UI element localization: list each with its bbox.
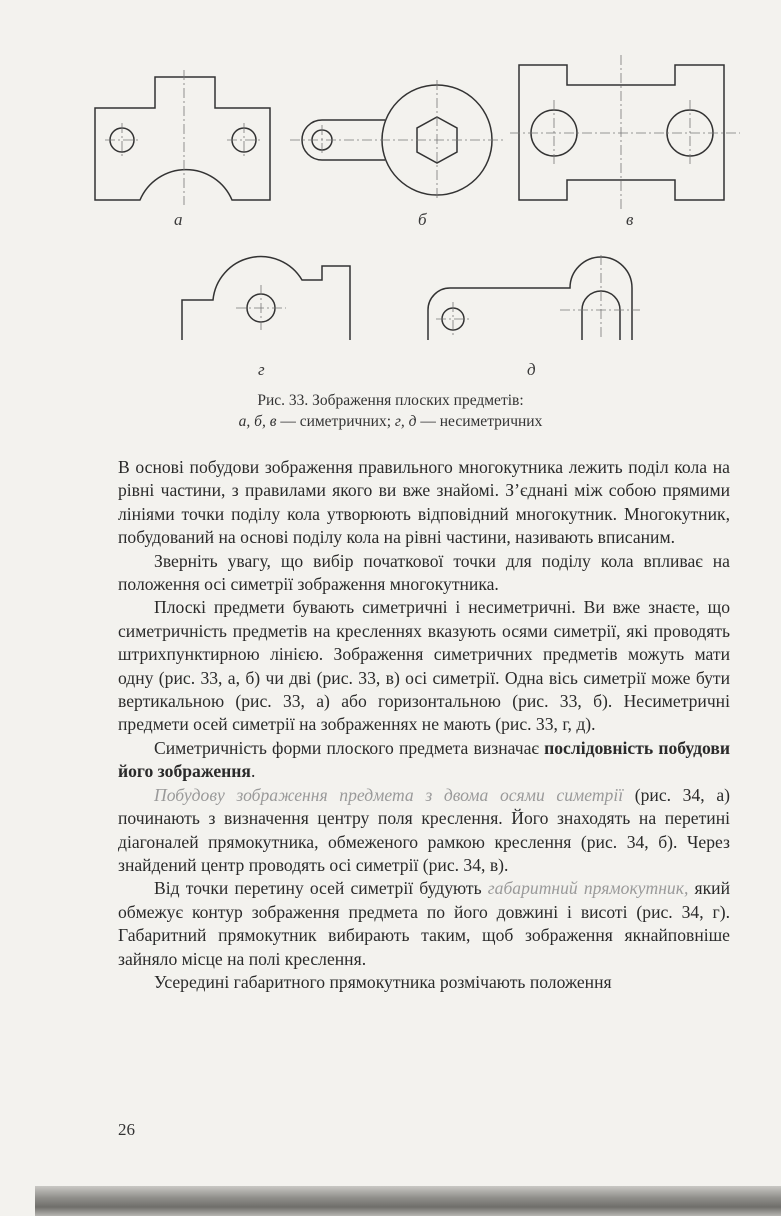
paragraph-4 bbox=[118, 737, 730, 784]
caption-italic-b: г, д bbox=[394, 413, 417, 430]
figure-label-g: г bbox=[258, 360, 265, 379]
paragraph-7: Усередині габаритного прямокутника розмічають положення bbox=[154, 971, 612, 992]
figure-v-drawing bbox=[510, 55, 740, 210]
p6-rest: який обмежує контур зображення предмета по його довжині і висоті (рис. 34, г). Габаритний прямокутник вибирають таким, щоб зображення якнайповніше зайняло місце на полі креслення. bbox=[118, 878, 730, 969]
paragraph-5 bbox=[118, 784, 730, 878]
figure-label-b: б bbox=[418, 210, 427, 229]
caption-end: — несиметричних bbox=[416, 413, 543, 430]
caption-mid: — симетричних; bbox=[276, 413, 395, 430]
figure-b-drawing bbox=[290, 80, 505, 200]
paragraph-2: Зверніть увагу, що вибір початкової точки для поділу кола впливає на положення осі симетрії зображення многокутника. bbox=[118, 550, 730, 595]
p6-start: Від точки перетину осей симетрії будують bbox=[154, 878, 488, 899]
page-number: 26 bbox=[118, 1120, 135, 1139]
figure-caption-line1: Рис. 33. Зображення плоских предметів: bbox=[257, 392, 524, 409]
figure-a-drawing bbox=[95, 70, 270, 205]
figure-label-a: а bbox=[174, 210, 183, 229]
figure-g-drawing bbox=[182, 257, 350, 340]
p5-rest: (рис. 34, а) починають з визначення центру поля креслення. Його знаходять на перетині діагоналей прямокутника, обмеженого рамкою креслення (рис. 34, б). Через знайдений центр проводять осі симетрії (рис. 34, в). bbox=[118, 784, 730, 875]
p4-start: Симетричність форми плоского предмета визначає bbox=[154, 737, 545, 758]
figure-label-d: д bbox=[527, 360, 536, 379]
body-text bbox=[118, 456, 730, 994]
figure-33-drawings bbox=[0, 0, 781, 340]
figure-d-drawing bbox=[428, 255, 640, 340]
paragraph-3: Плоскі предмети бувають симетричні і несиметричні. Ви вже знаєте, що симетричність предметів на кресленнях вказують осями симетрії, які проводять штрихпунктирною лінією. Зображення симетричних предметів можуть мати одну (рис. 33, а, б) чи дві (рис. 33, в) осі симетрії. Одна вісь симетрії може бути вертикальною (рис. 33, а) або горизонтальною (рис. 33, б). Несиметричні предмети осей симетрії на зображеннях не мають (рис. 33, г, д). bbox=[118, 597, 730, 735]
p4-bold: послідовність побудови його зображення bbox=[118, 737, 730, 782]
p4-end: . bbox=[250, 761, 256, 782]
paragraph-6 bbox=[118, 877, 730, 971]
p6-italic: габаритний прямокутник, bbox=[487, 878, 689, 899]
p5-italic: Побудову зображення предмета з двома осями симетрії bbox=[154, 784, 624, 805]
paragraph-1: В основі побудови зображення правильного многокутника лежить поділ кола на рівні частини, з правилами якого ви вже знайомі. З’єднані між собою прямими лініями точки поділу кола утворюють відповідний многокутник. Многокутник, побудований на основі поділу кола на рівні частини, називають вписаним. bbox=[118, 457, 730, 548]
figure-label-v: в bbox=[626, 210, 634, 229]
caption-italic-a: а, б, в bbox=[238, 413, 277, 430]
scan-edge-shadow bbox=[35, 1186, 781, 1216]
figure-caption-line2 bbox=[0, 413, 781, 431]
